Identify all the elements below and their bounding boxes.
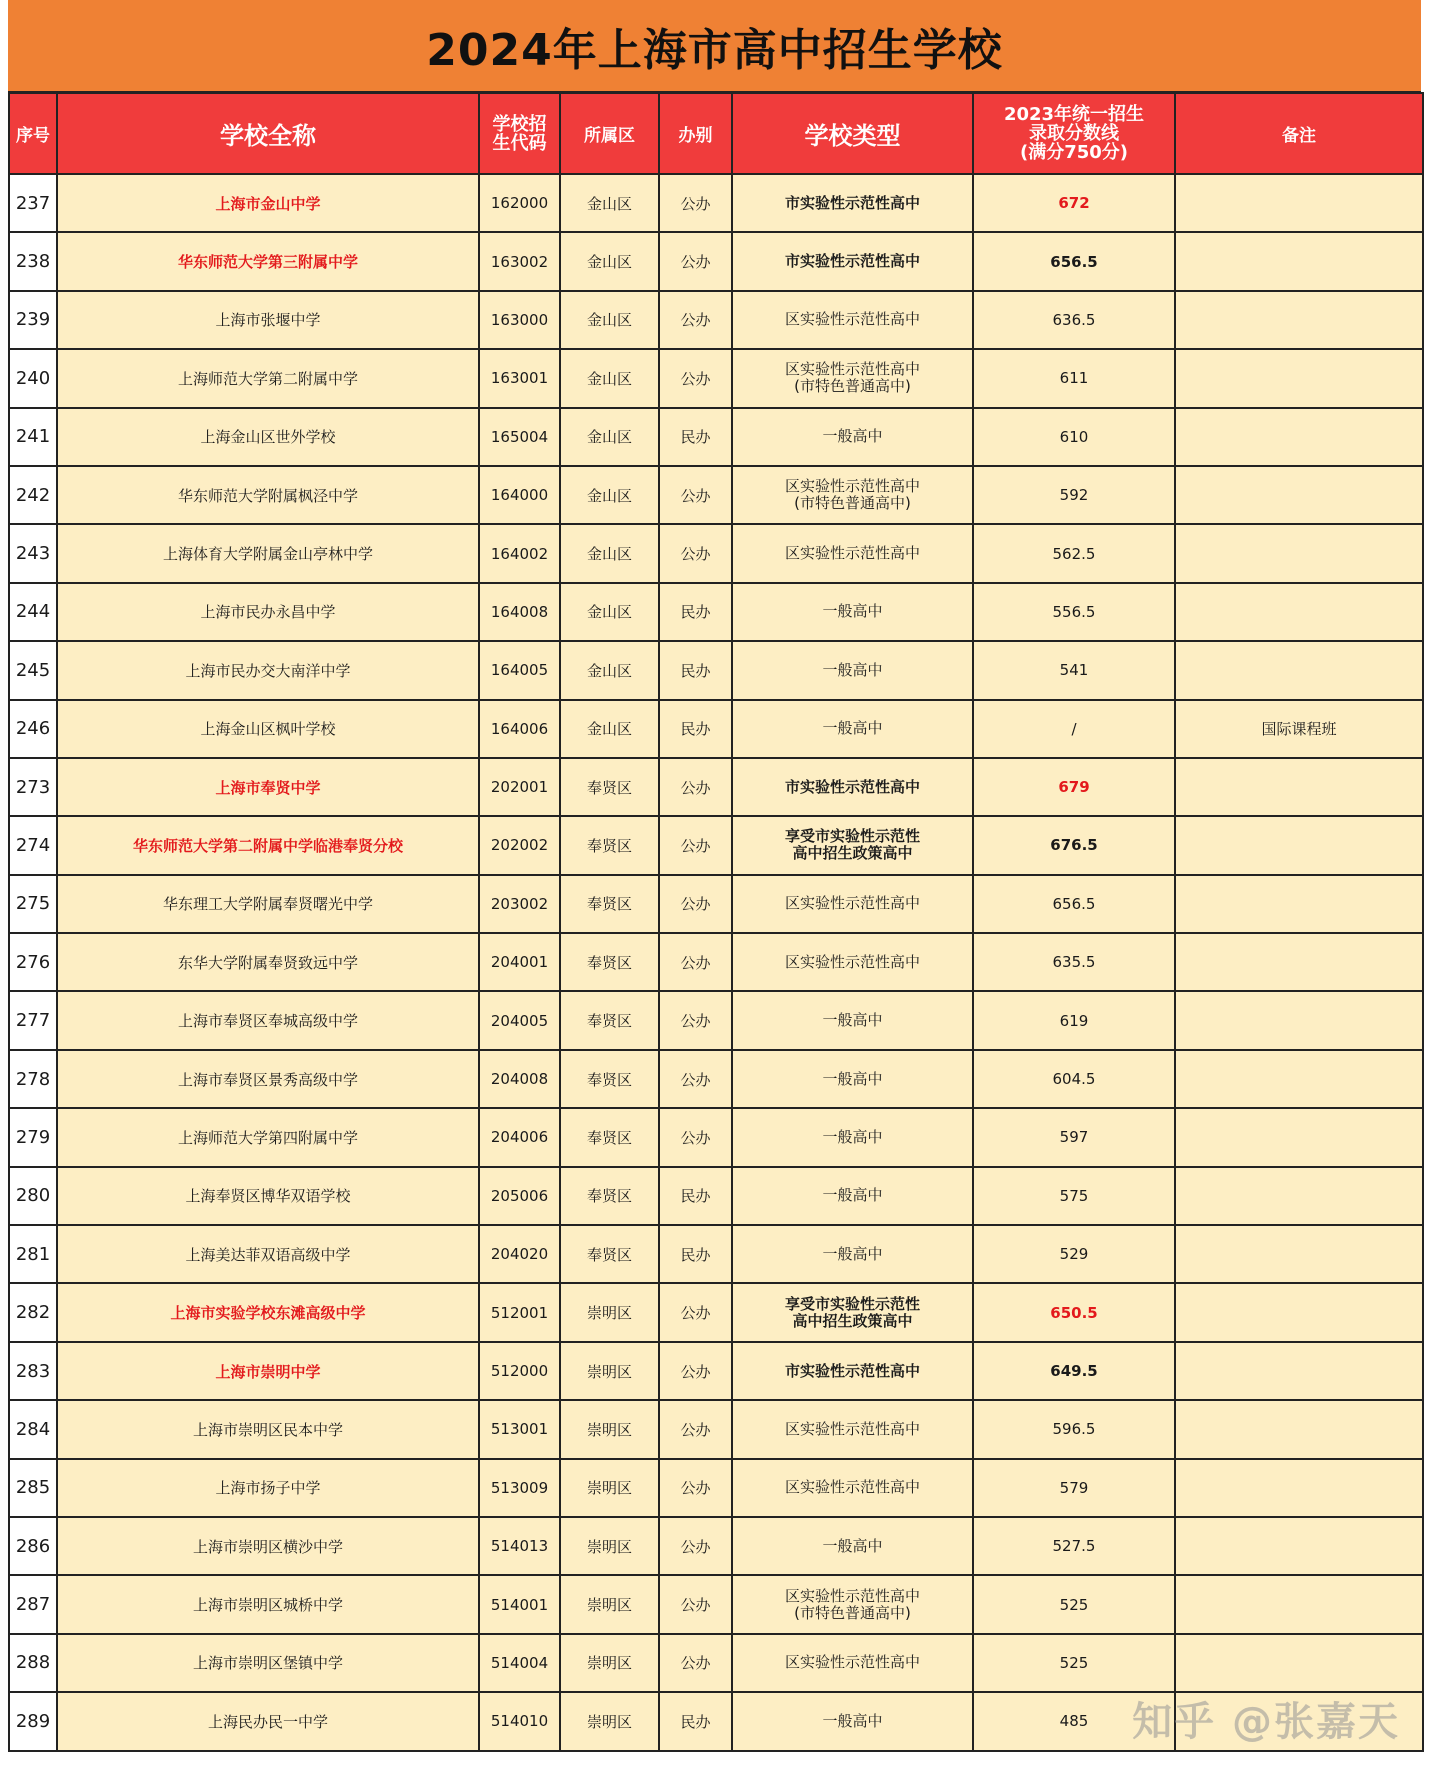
cell-ownership: 公办 (659, 875, 732, 933)
cell-district: 金山区 (560, 700, 659, 758)
cell-ownership: 公办 (659, 816, 732, 874)
cell-type-line1: 一般高中 (822, 1127, 883, 1146)
cell-type-line1: 区实验性示范性高中 (784, 1419, 920, 1438)
cell-score: 656.5 (973, 875, 1175, 933)
cell-note (1175, 1108, 1423, 1166)
table-row (9, 758, 1423, 816)
cell-school-name: 上海市扬子中学 (57, 1459, 479, 1517)
cell-type (732, 1692, 973, 1750)
cell-note (1175, 291, 1423, 349)
cell-code: 204001 (479, 933, 560, 991)
cell-ownership: 公办 (659, 466, 732, 524)
cell-seq: 279 (9, 1108, 57, 1166)
cell-school-name: 华东师范大学第三附属中学 (57, 232, 479, 290)
cell-note (1175, 1517, 1423, 1575)
cell-seq: 241 (9, 408, 57, 466)
cell-score: 679 (973, 758, 1175, 816)
cell-ownership: 民办 (659, 641, 732, 699)
header-score-line2: 录取分数线 (1029, 123, 1119, 144)
cell-school-name: 上海市奉贤区奉城高级中学 (57, 991, 479, 1049)
cell-ownership: 公办 (659, 1634, 732, 1692)
cell-district: 奉贤区 (560, 991, 659, 1049)
cell-school-name: 上海市奉贤区景秀高级中学 (57, 1050, 479, 1108)
header-score-line1: 2023年统一招生 (1003, 104, 1145, 125)
cell-type-line2: (市特色普通高中) (794, 1603, 911, 1622)
cell-type-line1: 区实验性示范性高中 (784, 894, 920, 913)
cell-type-line1: 一般高中 (822, 1244, 883, 1263)
cell-type-line2: (市特色普通高中) (794, 377, 911, 396)
cell-seq: 282 (9, 1283, 57, 1341)
cell-seq: 287 (9, 1575, 57, 1633)
table-row (9, 1634, 1423, 1692)
cell-note (1175, 1575, 1423, 1633)
table-row (9, 1167, 1423, 1225)
cell-note (1175, 933, 1423, 991)
cell-note (1175, 1050, 1423, 1108)
cell-note (1175, 991, 1423, 1049)
cell-district: 奉贤区 (560, 816, 659, 874)
cell-seq: 276 (9, 933, 57, 991)
cell-code: 513009 (479, 1459, 560, 1517)
cell-type-line2: 高中招生政策高中 (792, 844, 913, 863)
cell-school-name: 上海体育大学附属金山亭林中学 (57, 524, 479, 582)
cell-type-line1: 区实验性示范性高中 (784, 952, 920, 971)
cell-score: 635.5 (973, 933, 1175, 991)
cell-district: 金山区 (560, 232, 659, 290)
cell-ownership: 公办 (659, 1050, 732, 1108)
cell-note (1175, 408, 1423, 466)
cell-code: 514001 (479, 1575, 560, 1633)
cell-school-name: 上海市崇明区民本中学 (57, 1400, 479, 1458)
cell-type-line1: 享受市实验性示范性 (784, 827, 920, 846)
cell-district: 奉贤区 (560, 1225, 659, 1283)
cell-ownership: 公办 (659, 349, 732, 407)
table-row (9, 583, 1423, 641)
cell-score: 541 (973, 641, 1175, 699)
table-row (9, 700, 1423, 758)
cell-score: 676.5 (973, 816, 1175, 874)
cell-type-line1: 区实验性示范性高中 (784, 310, 920, 329)
cell-code: 514010 (479, 1692, 560, 1750)
cell-note (1175, 232, 1423, 290)
table-row (9, 174, 1423, 232)
cell-code: 512001 (479, 1283, 560, 1341)
cell-ownership: 公办 (659, 1283, 732, 1341)
cell-type (732, 758, 973, 816)
cell-seq: 274 (9, 816, 57, 874)
cell-type (732, 991, 973, 1049)
cell-district: 崇明区 (560, 1400, 659, 1458)
cell-district: 金山区 (560, 583, 659, 641)
cell-code: 162000 (479, 174, 560, 232)
cell-school-name: 华东理工大学附属奉贤曙光中学 (57, 875, 479, 933)
cell-school-name: 上海金山区枫叶学校 (57, 700, 479, 758)
cell-district: 金山区 (560, 641, 659, 699)
cell-type-line1: 区实验性示范性高中 (784, 1653, 920, 1672)
cell-type-line1: 享受市实验性示范性 (784, 1294, 920, 1313)
cell-type-line1: 区实验性示范性高中 (784, 1478, 920, 1497)
cell-score: 672 (973, 174, 1175, 232)
cell-note (1175, 1225, 1423, 1283)
cell-seq: 242 (9, 466, 57, 524)
cell-ownership: 民办 (659, 1167, 732, 1225)
table-row (9, 1108, 1423, 1166)
cell-district: 金山区 (560, 408, 659, 466)
cell-seq: 277 (9, 991, 57, 1049)
cell-district: 奉贤区 (560, 933, 659, 991)
cell-school-name: 华东师范大学第二附属中学临港奉贤分校 (57, 816, 479, 874)
cell-type-line1: 区实验性示范性高中 (784, 1586, 920, 1605)
cell-seq: 239 (9, 291, 57, 349)
cell-type (732, 816, 973, 874)
cell-score: 525 (973, 1634, 1175, 1692)
cell-type-line1: 一般高中 (822, 1069, 883, 1088)
cell-note (1175, 466, 1423, 524)
cell-district: 崇明区 (560, 1283, 659, 1341)
cell-code: 164008 (479, 583, 560, 641)
cell-note (1175, 524, 1423, 582)
cell-district: 奉贤区 (560, 1167, 659, 1225)
cell-ownership: 公办 (659, 1459, 732, 1517)
cell-type-line1: 一般高中 (822, 1186, 883, 1205)
cell-seq: 273 (9, 758, 57, 816)
cell-note (1175, 1459, 1423, 1517)
cell-district: 崇明区 (560, 1634, 659, 1692)
cell-type-line1: 市实验性示范性高中 (784, 777, 920, 796)
table-row (9, 524, 1423, 582)
cell-code: 164006 (479, 700, 560, 758)
cell-note (1175, 875, 1423, 933)
cell-school-name: 上海奉贤区博华双语学校 (57, 1167, 479, 1225)
cell-type-line1: 一般高中 (822, 1711, 883, 1730)
cell-type (732, 232, 973, 290)
cell-code: 204006 (479, 1108, 560, 1166)
cell-type-line2: 高中招生政策高中 (792, 1311, 913, 1330)
cell-school-name: 上海市崇明区堡镇中学 (57, 1634, 479, 1692)
cell-score: 596.5 (973, 1400, 1175, 1458)
cell-seq: 283 (9, 1342, 57, 1400)
cell-type-line1: 一般高中 (822, 1011, 883, 1030)
table-row (9, 641, 1423, 699)
page-title: 2024年上海市高中招生学校 (426, 24, 1003, 76)
cell-score: 562.5 (973, 524, 1175, 582)
cell-score: 527.5 (973, 1517, 1175, 1575)
cell-school-name: 上海市崇明区城桥中学 (57, 1575, 479, 1633)
cell-type (732, 291, 973, 349)
cell-type-line1: 一般高中 (822, 660, 883, 679)
cell-school-name: 上海市民办永昌中学 (57, 583, 479, 641)
cell-ownership: 民办 (659, 700, 732, 758)
cell-school-name: 上海师范大学第四附属中学 (57, 1108, 479, 1166)
cell-score: 619 (973, 991, 1175, 1049)
cell-score: 636.5 (973, 291, 1175, 349)
cell-type (732, 1283, 973, 1341)
cell-note (1175, 349, 1423, 407)
cell-school-name: 上海市崇明区横沙中学 (57, 1517, 479, 1575)
cell-score: 610 (973, 408, 1175, 466)
cell-type-line1: 市实验性示范性高中 (784, 252, 920, 271)
header-name: 学校全称 (57, 93, 479, 174)
table-row (9, 1342, 1423, 1400)
cell-code: 202002 (479, 816, 560, 874)
header-code-line2: 生代码 (492, 132, 547, 154)
header-seq: 序号 (9, 93, 57, 174)
header-note: 备注 (1175, 93, 1423, 174)
cell-score: 650.5 (973, 1283, 1175, 1341)
cell-ownership: 公办 (659, 1517, 732, 1575)
cell-code: 514013 (479, 1517, 560, 1575)
header-type: 学校类型 (732, 93, 973, 174)
cell-type (732, 174, 973, 232)
cell-score: 529 (973, 1225, 1175, 1283)
cell-district: 崇明区 (560, 1575, 659, 1633)
cell-ownership: 公办 (659, 1400, 732, 1458)
cell-score: 656.5 (973, 232, 1175, 290)
cell-score: / (973, 700, 1175, 758)
title-bar (8, 0, 1421, 93)
table-row (9, 875, 1423, 933)
cell-type-line1: 区实验性示范性高中 (784, 477, 920, 496)
cell-code: 164000 (479, 466, 560, 524)
cell-type (732, 1108, 973, 1166)
cell-seq: 288 (9, 1634, 57, 1692)
cell-ownership: 公办 (659, 232, 732, 290)
cell-type (732, 349, 973, 407)
cell-score: 611 (973, 349, 1175, 407)
cell-seq: 243 (9, 524, 57, 582)
cell-district: 金山区 (560, 466, 659, 524)
table-row (9, 291, 1423, 349)
cell-type (732, 700, 973, 758)
cell-type (732, 524, 973, 582)
cell-seq: 238 (9, 232, 57, 290)
cell-ownership: 公办 (659, 1342, 732, 1400)
cell-type (732, 1225, 973, 1283)
cell-school-name: 上海市金山中学 (57, 174, 479, 232)
table-row (9, 1517, 1423, 1575)
cell-type (732, 1634, 973, 1692)
cell-school-name: 上海市奉贤中学 (57, 758, 479, 816)
header-district: 所属区 (560, 93, 659, 174)
cell-district: 奉贤区 (560, 1050, 659, 1108)
cell-ownership: 公办 (659, 933, 732, 991)
cell-school-name: 华东师范大学附属枫泾中学 (57, 466, 479, 524)
cell-seq: 281 (9, 1225, 57, 1283)
cell-school-name: 上海民办民一中学 (57, 1692, 479, 1750)
cell-ownership: 公办 (659, 174, 732, 232)
schools-table (8, 92, 1424, 1752)
cell-district: 崇明区 (560, 1517, 659, 1575)
cell-school-name: 上海市实验学校东滩高级中学 (57, 1283, 479, 1341)
cell-code: 204008 (479, 1050, 560, 1108)
cell-note (1175, 816, 1423, 874)
header-row (9, 93, 1423, 174)
cell-type-line1: 一般高中 (822, 602, 883, 621)
cell-score: 597 (973, 1108, 1175, 1166)
table-row (9, 349, 1423, 407)
cell-code: 512000 (479, 1342, 560, 1400)
cell-ownership: 民办 (659, 408, 732, 466)
cell-type (732, 466, 973, 524)
cell-seq: 289 (9, 1692, 57, 1750)
cell-code: 205006 (479, 1167, 560, 1225)
cell-district: 崇明区 (560, 1459, 659, 1517)
cell-type-line2: (市特色普通高中) (794, 494, 911, 513)
cell-district: 奉贤区 (560, 758, 659, 816)
cell-district: 金山区 (560, 524, 659, 582)
header-score-line3: (满分750分) (1019, 142, 1129, 163)
cell-district: 奉贤区 (560, 875, 659, 933)
cell-note (1175, 583, 1423, 641)
cell-district: 金山区 (560, 349, 659, 407)
cell-note (1175, 758, 1423, 816)
cell-seq: 284 (9, 1400, 57, 1458)
cell-score: 649.5 (973, 1342, 1175, 1400)
cell-code: 163000 (479, 291, 560, 349)
cell-seq: 280 (9, 1167, 57, 1225)
cell-ownership: 公办 (659, 524, 732, 582)
cell-type-line1: 市实验性示范性高中 (784, 193, 920, 212)
cell-note (1175, 1342, 1423, 1400)
cell-note (1175, 1400, 1423, 1458)
cell-ownership: 民办 (659, 1692, 732, 1750)
cell-district: 金山区 (560, 174, 659, 232)
table-row (9, 1459, 1423, 1517)
cell-code: 204005 (479, 991, 560, 1049)
table-row (9, 1225, 1423, 1283)
table-row (9, 933, 1423, 991)
cell-score: 575 (973, 1167, 1175, 1225)
cell-score: 485 (973, 1692, 1175, 1750)
cell-seq: 275 (9, 875, 57, 933)
cell-ownership: 民办 (659, 1225, 732, 1283)
table-row (9, 232, 1423, 290)
cell-note (1175, 1283, 1423, 1341)
cell-district: 金山区 (560, 291, 659, 349)
table-row (9, 408, 1423, 466)
cell-note (1175, 174, 1423, 232)
cell-type-line1: 一般高中 (822, 719, 883, 738)
cell-district: 崇明区 (560, 1692, 659, 1750)
cell-code: 164005 (479, 641, 560, 699)
cell-type (732, 641, 973, 699)
table-row (9, 1400, 1423, 1458)
table-row (9, 991, 1423, 1049)
cell-code: 203002 (479, 875, 560, 933)
table-row (9, 466, 1423, 524)
header-score (973, 93, 1175, 174)
cell-type-line1: 一般高中 (822, 427, 883, 446)
cell-ownership: 公办 (659, 758, 732, 816)
cell-code: 163001 (479, 349, 560, 407)
cell-seq: 285 (9, 1459, 57, 1517)
cell-school-name: 上海师范大学第二附属中学 (57, 349, 479, 407)
cell-school-name: 上海美达菲双语高级中学 (57, 1225, 479, 1283)
cell-code: 513001 (479, 1400, 560, 1458)
cell-code: 514004 (479, 1634, 560, 1692)
cell-type-line1: 市实验性示范性高中 (784, 1361, 920, 1380)
cell-note (1175, 1634, 1423, 1692)
cell-type-line1: 一般高中 (822, 1536, 883, 1555)
table-row (9, 1050, 1423, 1108)
watermark: 知乎 @张嘉天 (1132, 1699, 1400, 1745)
cell-seq: 286 (9, 1517, 57, 1575)
cell-type-line1: 区实验性示范性高中 (784, 360, 920, 379)
cell-type (732, 1400, 973, 1458)
cell-school-name: 上海市崇明中学 (57, 1342, 479, 1400)
cell-type (732, 1575, 973, 1633)
table-row (9, 1283, 1423, 1341)
cell-ownership: 公办 (659, 291, 732, 349)
cell-type (732, 1342, 973, 1400)
cell-school-name: 东华大学附属奉贤致远中学 (57, 933, 479, 991)
cell-note (1175, 1167, 1423, 1225)
cell-type (732, 1459, 973, 1517)
header-code (479, 93, 560, 174)
cell-note: 国际课程班 (1175, 700, 1423, 758)
cell-code: 163002 (479, 232, 560, 290)
cell-seq: 237 (9, 174, 57, 232)
cell-seq: 244 (9, 583, 57, 641)
cell-type (732, 1167, 973, 1225)
cell-seq: 240 (9, 349, 57, 407)
cell-ownership: 公办 (659, 1108, 732, 1166)
cell-ownership: 公办 (659, 1575, 732, 1633)
cell-code: 202001 (479, 758, 560, 816)
cell-type (732, 875, 973, 933)
cell-seq: 246 (9, 700, 57, 758)
cell-school-name: 上海市民办交大南洋中学 (57, 641, 479, 699)
cell-seq: 278 (9, 1050, 57, 1108)
cell-ownership: 民办 (659, 583, 732, 641)
cell-ownership: 公办 (659, 991, 732, 1049)
cell-district: 奉贤区 (560, 1108, 659, 1166)
cell-score: 579 (973, 1459, 1175, 1517)
cell-type (732, 1517, 973, 1575)
table-row (9, 1575, 1423, 1633)
header-ownership: 办别 (659, 93, 732, 174)
cell-type (732, 933, 973, 991)
cell-school-name: 上海市张堰中学 (57, 291, 479, 349)
cell-district: 崇明区 (560, 1342, 659, 1400)
cell-note (1175, 641, 1423, 699)
cell-type (732, 583, 973, 641)
cell-score: 525 (973, 1575, 1175, 1633)
cell-score: 604.5 (973, 1050, 1175, 1108)
cell-seq: 245 (9, 641, 57, 699)
cell-code: 204020 (479, 1225, 560, 1283)
cell-school-name: 上海金山区世外学校 (57, 408, 479, 466)
cell-type (732, 408, 973, 466)
cell-code: 164002 (479, 524, 560, 582)
header-code-line1: 学校招 (492, 113, 547, 135)
cell-score: 556.5 (973, 583, 1175, 641)
cell-code: 165004 (479, 408, 560, 466)
cell-type (732, 1050, 973, 1108)
cell-type-line1: 区实验性示范性高中 (784, 544, 920, 563)
cell-score: 592 (973, 466, 1175, 524)
table-row (9, 816, 1423, 874)
